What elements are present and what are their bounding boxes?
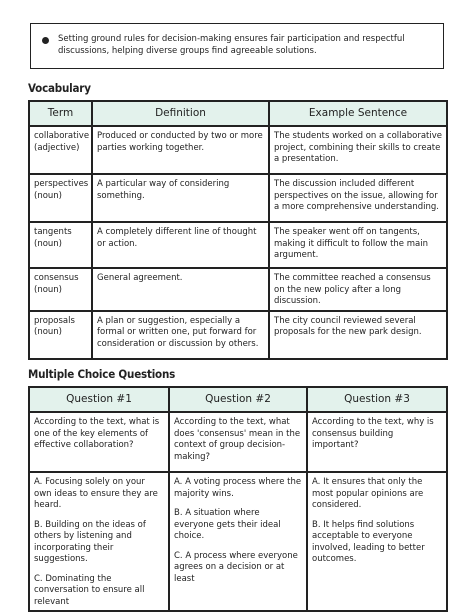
vocab-example: The discussion included different perspectives on the issue, allowing for a more comprehensive understanding. [269, 174, 447, 222]
mcq-question-row [29, 412, 447, 472]
vocab-term: proposals (noun) [29, 311, 92, 359]
vocab-definition: General agreement. [92, 268, 269, 311]
vocabulary-title: Vocabulary [28, 81, 91, 95]
summary-bullet-text: Setting ground rules for decision-making ensures fair participation and respectful discussions, helping diverse groups find agreeable solutions. [58, 34, 405, 56]
vocab-header-term: Term [29, 101, 92, 126]
question-2-header: Question #2 [169, 387, 307, 412]
vocab-example: The committee reached a consensus on the new policy after a long discussion. [269, 268, 447, 311]
vocabulary-header-row [29, 101, 447, 126]
answer-option: B. Building on the ideas of others by listening and incorporating their suggestions. [34, 519, 146, 564]
table-row [29, 126, 447, 174]
vocab-definition: Produced or conducted by two or more parties working together. [92, 126, 269, 174]
answer-option: A. Focusing solely on your own ideas to ensure they are heard. [34, 477, 158, 510]
mcq-title: Multiple Choice Questions [28, 367, 176, 381]
mcq-table [28, 386, 448, 612]
vocab-definition: A completely different line of thought or action. [92, 222, 269, 268]
answer-option: A. It ensures that only the most popular opinions are considered. [312, 477, 424, 510]
vocab-term: consensus (noun) [29, 268, 92, 311]
mcq-options-row [29, 472, 447, 611]
answer-option: C. A process where everyone agrees on a decision or at least [174, 550, 298, 584]
answer-option: A. A voting process where the majority wins. [174, 477, 302, 499]
vocab-example: The city council reviewed several proposals for the new park design. [269, 311, 447, 359]
vocab-term: perspectives (noun) [29, 174, 92, 222]
summary-bullet-box [30, 23, 444, 69]
table-row [29, 268, 447, 311]
answer-option: B. It helps find solutions acceptable to everyone involved, leading to better outcomes. [312, 519, 425, 564]
table-row [29, 174, 447, 222]
question-3-options [307, 472, 447, 611]
question-3-header: Question #3 [307, 387, 447, 412]
vocab-header-example: Example Sentence [269, 101, 447, 126]
vocab-definition: A plan or suggestion, especially a formal or written one, put forward for consideration or discussion by others. [92, 311, 269, 359]
answer-option: B. A situation where everyone gets their ideal choice. [174, 508, 281, 541]
question-3-text: According to the text, why is consensus building important? [307, 412, 447, 472]
vocab-header-definition: Definition [92, 101, 269, 126]
question-1-text: According to the text, what is one of the key elements of effective collaboration? [29, 412, 169, 472]
vocab-definition: A particular way of considering something. [92, 174, 269, 222]
vocab-example: The students worked on a collaborative project, combining their skills to create a presentation. [269, 126, 447, 174]
vocab-term: collaborative (adjective) [29, 126, 92, 174]
question-2-options [169, 472, 307, 611]
answer-option: C. Dominating the conversation to ensure all relevant [34, 573, 145, 607]
vocab-term: tangents (noun) [29, 222, 92, 268]
table-row [29, 311, 447, 359]
vocabulary-table [28, 100, 448, 360]
question-1-header: Question #1 [29, 387, 169, 412]
question-2-text: According to the text, what does 'consensus' mean in the context of group decision-making? [169, 412, 307, 472]
mcq-header-row [29, 387, 447, 412]
vocab-example: The speaker went off on tangents, making it difficult to follow the main argument. [269, 222, 447, 268]
question-1-options [29, 472, 169, 611]
bullet-dot-icon [42, 37, 49, 44]
table-row [29, 222, 447, 268]
